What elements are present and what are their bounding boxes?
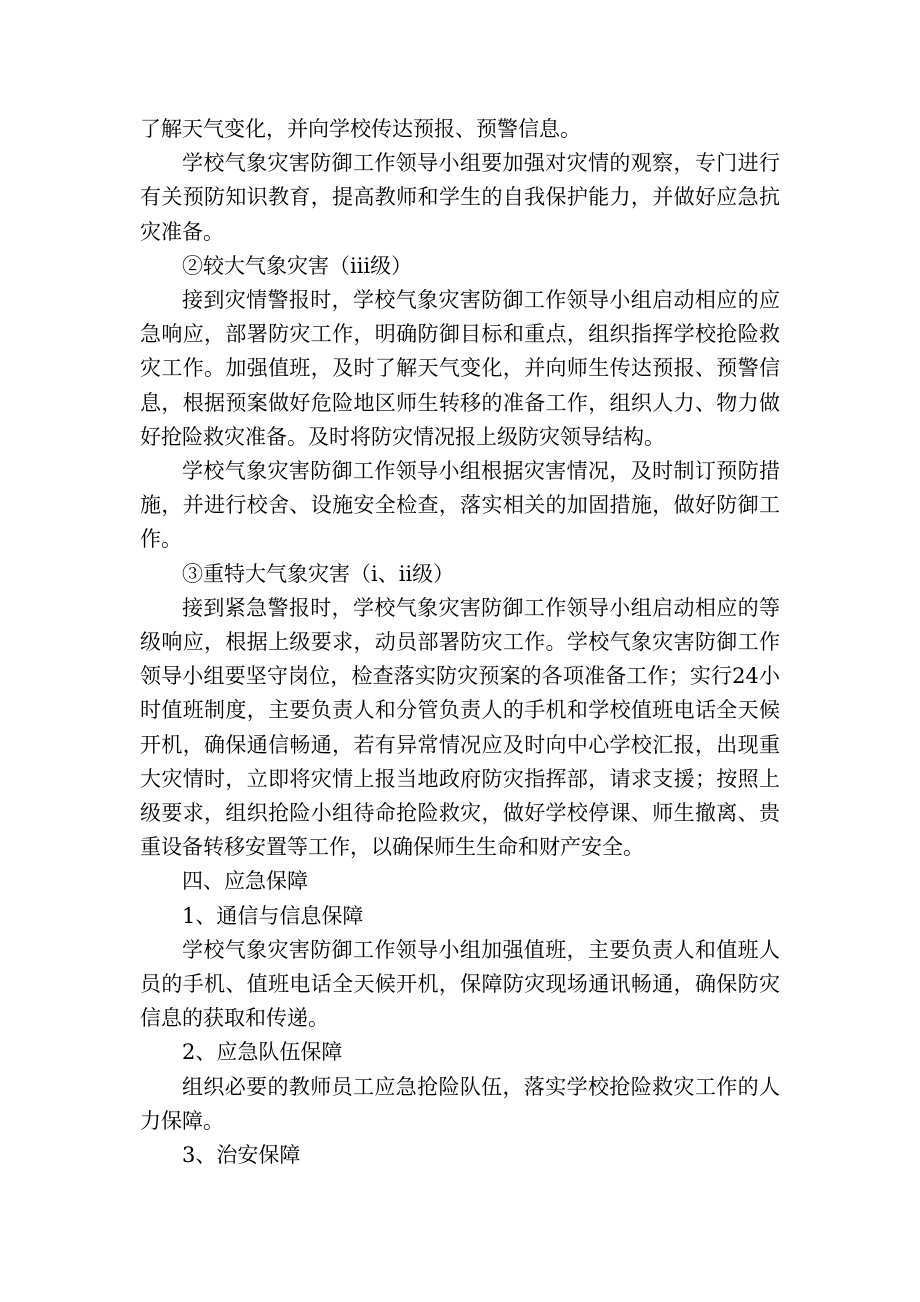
paragraph: 学校气象灾害防御工作领导小组加强值班，主要负责人和值班人员的手机、值班电话全天候开机，保障防灾现场通讯畅通，确保防灾信息的获取和传递。 [140, 937, 780, 1031]
section-heading: 四、应急保障 [182, 869, 308, 894]
subsection-heading: 3、治安保障 [182, 1143, 301, 1168]
section-heading: ②较大气象灾害（ⅲ级） [182, 253, 413, 278]
paragraph: 学校气象灾害防御工作领导小组根据灾害情况，及时制订预防措施，并进行校舍、设施安全检查，落实相关的加固措施，做好防御工作。 [140, 459, 780, 552]
paragraph: 组织必要的教师员工应急抢险队伍，落实学校抢险救灾工作的人力保障。 [140, 1074, 780, 1133]
paragraph: 了解天气变化，并向学校传达预报、预警信息。 [140, 117, 581, 141]
subsection-heading: 2、应急队伍保障 [182, 1040, 343, 1065]
paragraph: 学校气象灾害防御工作领导小组要加强对灾情的观察，专门进行有关预防知识教育，提高教师和学生的自我保护能力，并做好应急抗灾准备。 [140, 151, 780, 244]
document-body [140, 112, 780, 1172]
paragraph: 接到紧急警报时，学校气象灾害防御工作领导小组启动相应的等级响应，根据上级要求，动员部署防灾工作。学校气象灾害防御工作领导小组要坚守岗位，检查落实防灾预案的各项准备工作；实行24小时值班制度，主要负责人和分管负责人的手机和学校值班电话全天候开机，确保通信畅通，若有异常情况应及时向中心学校汇报，出现重大灾情时，立即将灾情上报当地政府防灾指挥部，请求支援；按照上级要求，组织抢险小组待命抢险救灾，做好学校停课、师生撤离、贵重设备转移安置等工作，以确保师生生命和财产安全。 [140, 595, 780, 860]
section-heading: ③重特大气象灾害（ⅰ、ⅱ级） [182, 561, 455, 586]
subsection-heading: 1、通信与信息保障 [182, 903, 364, 928]
paragraph: 接到灾情警报时，学校气象灾害防御工作领导小组启动相应的应急响应，部署防灾工作，明确防御目标和重点，组织指挥学校抢险救灾工作。加强值班，及时了解天气变化，并向师生传达预报、预警信息，根据预案做好危险地区师生转移的准备工作，组织人力、物力做好抢险救灾准备。及时将防灾情况报上级防灾领导结构。 [140, 288, 780, 449]
